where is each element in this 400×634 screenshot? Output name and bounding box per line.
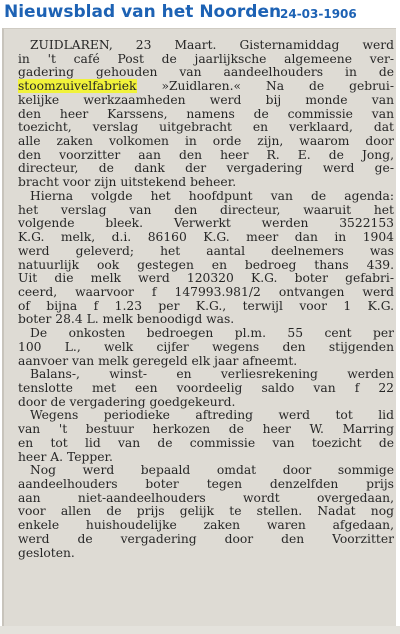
article-line: Wegens periodieke aftreding werd tot lid [30,408,394,423]
article-line: K.G. melk, d.i. 86160 K.G. meer dan in 1904 [18,230,394,245]
article-line: Uit die melk werd 120320 K.G. boter gefabri- [18,271,394,286]
article-line: heer A. Tepper. [18,449,113,464]
article-line: gadering gehouden van aandeelhouders in de [18,65,394,80]
masthead [0,0,400,28]
article-line: aan niet-aandeelhouders wordt overgedaan, [18,490,394,505]
publication-date: 24-03-1906 [280,7,357,21]
article-line: den voorzitter aan den heer R. E. de Jong, [18,147,394,162]
article-line: Nog werd bepaald omdat door sommige [30,463,394,478]
article-line: boter 28.4 L. melk benoodigd was. [18,312,235,327]
bottom-strip [0,626,400,634]
article-line: en tot lid van de commissie van toezicht de [18,435,394,450]
article-line: toezicht, verslag uitgebracht en verklaard, dat [18,120,394,135]
article-line: ceerd, waarvoor f 147993.981/2 ontvangen werd [18,284,394,299]
article-line: den heer Karssens, namens de commissie van [18,106,394,121]
article-line: stoomzuivelfabriek »Zuidlaren.« Na de gebrui- [18,79,394,94]
article-line: voor allen de prijs gelijk te stellen. Nadat nog [18,504,394,519]
article-body [18,39,394,560]
article-line: enkele huishoudelijke zaken waren afgedaan, [18,518,394,533]
article-line: kelijke werkzaamheden werd bij monde van [18,92,394,107]
article-line: De onkosten bedroegen pl.m. 55 cent per [30,326,394,341]
article-line: natuurlijk ook gestegen en bedroeg thans 439. [18,257,394,272]
article-line: ZUIDLAREN, 23 Maart. Gisternamiddag werd [30,38,394,52]
article-line: bracht voor zijn uitstekend beheer. [18,175,237,190]
article-line: alle zaken volkomen in orde zijn, waarom door [18,134,394,149]
article-line: aanvoer van melk geregeld elk jaar afneemt. [18,353,298,368]
article-line: door de vergadering goedgekeurd. [18,394,236,409]
article-line: volgende bleek. Verwerkt werden 3522153 [18,216,394,231]
article-line: aandeelhouders boter tegen denzelfden prijs [18,477,394,491]
newspaper-name: Nieuwsblad van het Noorden [4,2,282,22]
article-line: gesloten. [18,545,75,560]
article-line: werd de vergadering door den Voorzitter [18,531,394,546]
article-line: Hierna volgde het hoofdpunt van de agenda: [30,188,394,203]
newspaper-clipping [2,28,396,626]
article-line: tenslotte met een voordeelig saldo van f 22 [18,380,394,395]
article-line: werd geleverd; het aantal deelnemers was [18,243,394,258]
article-line: van 't bestuur herkozen de heer W. Marring [18,422,394,437]
highlighted-term: stoomzuivelfabriek [18,79,137,94]
article-line: in 't café Post de jaarlijksche algemeene ver- [18,51,394,66]
article-line: of bijna f 1.23 per K.G., terwijl voor 1 K.G. [18,298,394,313]
article-line: directeur, de dank der vergadering werd ge- [18,161,394,176]
article-line: 100 L., welk cijfer wegens den stijgenden [18,339,394,354]
article-line: Balans-, winst- en verliesrekening werden [30,367,394,382]
article-line: het verslag van den directeur, waaruit het [18,202,394,217]
